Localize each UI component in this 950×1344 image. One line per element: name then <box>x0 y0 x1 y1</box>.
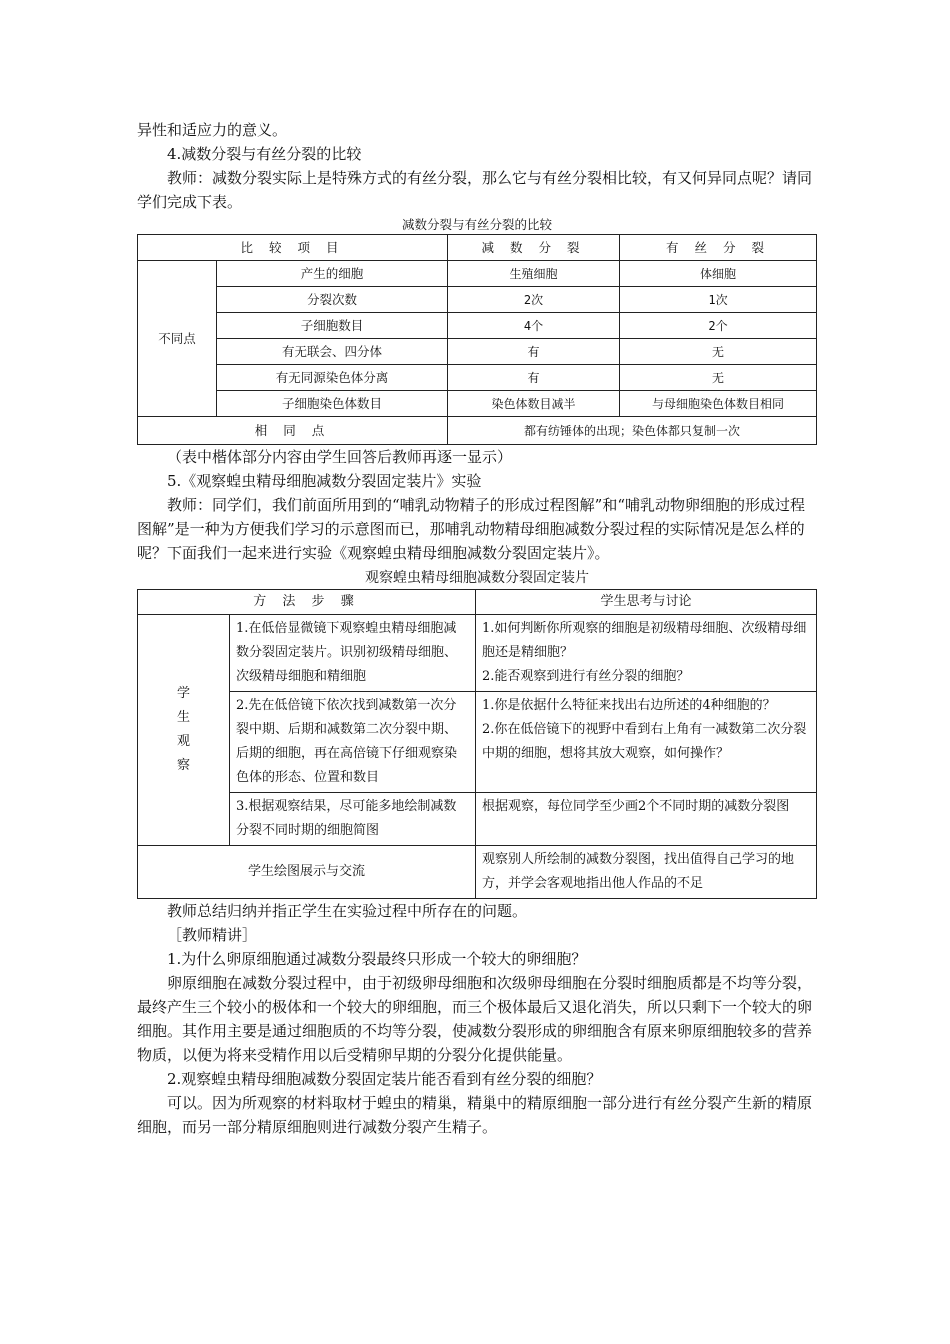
table-row <box>138 313 817 339</box>
table-header-row <box>138 235 817 261</box>
group-label-char: 生 <box>176 710 190 725</box>
group-label <box>138 615 230 846</box>
table-row <box>138 793 817 846</box>
table-row <box>138 391 817 417</box>
last-label: 学生绘图展示与交流 <box>138 846 476 899</box>
discussion-question: 2.能否观察到进行有丝分裂的细胞？ <box>482 669 690 684</box>
section-heading-teacher: ［教师精讲］ <box>167 926 258 944</box>
experiment-table <box>137 589 817 899</box>
document-page <box>137 118 817 1139</box>
same-value: 都有纺锤体的出现；染色体都只复制一次 <box>448 417 817 445</box>
mitosis-cell: 1次 <box>620 287 817 313</box>
item-cell: 分裂次数 <box>217 287 448 313</box>
discussion-cell <box>476 793 817 846</box>
meiosis-cell: 2次 <box>448 287 620 313</box>
header-cell: 比 较 项 目 <box>138 235 448 261</box>
item-cell: 子细胞染色体数目 <box>217 391 448 417</box>
answer: 卵原细胞在减数分裂过程中，由于初级卵母细胞和次级卵母细胞在分裂时细胞质都是不均等分裂，最终产生三个较小的极体和一个较大的卵细胞，而三个极体最后又退化消失，所以只剩下一个较大的卵细胞。其作用主要是通过细胞质的不均等分裂，使减数分裂形成的卵细胞含有原来卵原细胞较多的营养物质，以便为将来受精作用以后受精卵早期的分裂分化提供能量。 <box>137 974 813 1064</box>
item-cell: 有无同源染色体分离 <box>217 365 448 391</box>
question: 2.观察蝗虫精母细胞减数分裂固定装片能否看到有丝分裂的细胞？ <box>167 1070 602 1088</box>
table-row <box>138 261 817 287</box>
mitosis-cell: 无 <box>620 365 817 391</box>
paragraph: 教师：减数分裂实际上是特殊方式的有丝分裂，那么它与有丝分裂相比较，有又何异同点呢？请同学们完成下表。 <box>137 169 813 211</box>
item-cell: 子细胞数目 <box>217 313 448 339</box>
table-note: （表中楷体部分内容由学生回答后教师再逐一显示） <box>167 448 513 466</box>
discussion-question: 1.你是依据什么特征来找出右边所述的4种细胞的？ <box>482 698 776 713</box>
discussion-question: 1.如何判断你所观察的细胞是初级精母细胞、次级精母细胞还是精细胞？ <box>482 621 807 660</box>
item-cell: 有无联会、四分体 <box>217 339 448 365</box>
step-cell: 1.在低倍显微镜下观察蝗虫精母细胞减数分裂固定装片。识别初级精母细胞、次级精母细胞和精细胞 <box>230 615 476 692</box>
group-label-char: 察 <box>176 758 190 773</box>
step-cell: 3.根据观察结果，尽可能多地绘制减数分裂不同时期的细胞简图 <box>230 793 476 846</box>
item-cell: 产生的细胞 <box>217 261 448 287</box>
group-label-char: 学 <box>176 686 190 701</box>
paragraph: 教师：同学们，我们前面所用到的“哺乳动物精子的形成过程图解”和“哺乳动物卵细胞的形成过程图解”是一种为方便我们学习的示意图而已，那哺乳动物精母细胞减数分裂过程的实际情况是怎么样的呢？下面我们一起来进行实验《观察蝗虫精母细胞减数分裂固定装片》。 <box>137 496 806 562</box>
section-heading-4: 4.减数分裂与有丝分裂的比较 <box>167 145 362 163</box>
mitosis-cell: 2个 <box>620 313 817 339</box>
group-label: 不同点 <box>138 261 217 417</box>
header-cell: 减 数 分 裂 <box>448 235 620 261</box>
table-header-row <box>138 590 817 615</box>
paragraph: 异性和适应力的意义。 <box>137 121 288 139</box>
comparison-table <box>137 234 817 445</box>
meiosis-cell: 有 <box>448 365 620 391</box>
mitosis-cell: 无 <box>620 339 817 365</box>
table-row <box>138 692 817 793</box>
table-row <box>138 846 817 899</box>
table-row <box>138 615 817 692</box>
question: 1.为什么卵原细胞通过减数分裂最终只形成一个较大的卵细胞？ <box>167 950 587 968</box>
header-cell: 有 丝 分 裂 <box>620 235 817 261</box>
meiosis-cell: 生殖细胞 <box>448 261 620 287</box>
discussion-question: 2.你在低倍镜下的视野中看到右上角有一减数第二次分裂中期的细胞，想将其放大观察，如何操作？ <box>482 722 807 761</box>
discussion-cell <box>476 692 817 793</box>
table-row <box>138 365 817 391</box>
table2-caption: 观察蝗虫精母细胞减数分裂固定装片 <box>365 570 589 586</box>
paragraph: 教师总结归纳并指正学生在实验过程中所存在的问题。 <box>167 902 528 920</box>
header-cell: 学生思考与讨论 <box>476 590 817 615</box>
answer: 可以。因为所观察的材料取材于蝗虫的精巢，精巢中的精原细胞一部分进行有丝分裂产生新的精原细胞，而另一部分精原细胞则进行减数分裂产生精子。 <box>137 1094 813 1136</box>
same-label: 相 同 点 <box>138 417 448 445</box>
meiosis-cell: 有 <box>448 339 620 365</box>
last-value: 观察别人所绘制的减数分裂图，找出值得自己学习的地方，并学会客观地指出他人作品的不足 <box>476 846 817 899</box>
table-row <box>138 339 817 365</box>
table-row <box>138 417 817 445</box>
table-row <box>138 287 817 313</box>
header-cell: 方 法 步 骤 <box>138 590 476 615</box>
table1-caption: 减数分裂与有丝分裂的比较 <box>401 217 552 232</box>
step-cell: 2.先在低倍镜下依次找到减数第一次分裂中期、后期和减数第二次分裂中期、后期的细胞，再在高倍镜下仔细观察染色体的形态、位置和数目 <box>230 692 476 793</box>
meiosis-cell: 染色体数目减半 <box>448 391 620 417</box>
mitosis-cell: 与母细胞染色体数目相同 <box>620 391 817 417</box>
mitosis-cell: 体细胞 <box>620 261 817 287</box>
section-heading-5: 5.《观察蝗虫精母细胞减数分裂固定装片》实验 <box>167 472 482 490</box>
group-label-char: 观 <box>176 734 190 749</box>
meiosis-cell: 4个 <box>448 313 620 339</box>
discussion-question: 根据观察，每位同学至少画2个不同时期的减数分裂图 <box>482 799 790 814</box>
discussion-cell <box>476 615 817 692</box>
